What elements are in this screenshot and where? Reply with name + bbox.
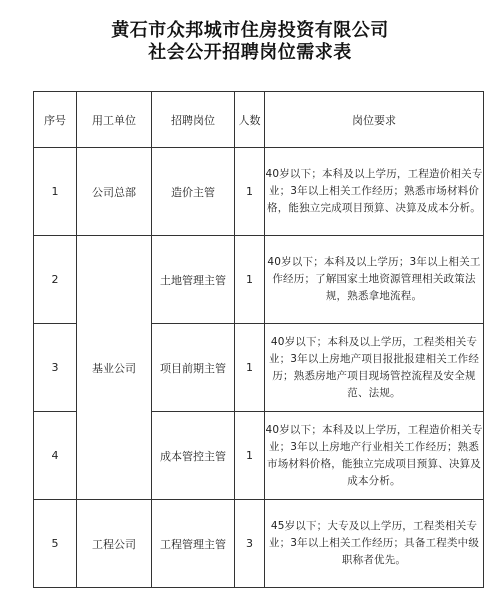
cell-unit: 工程公司: [77, 500, 152, 588]
header-seq: 序号: [34, 92, 77, 148]
table-row: [34, 236, 484, 324]
cell-count: 3: [235, 500, 265, 588]
cell-seq: 4: [34, 412, 77, 500]
cell-seq: 1: [34, 148, 77, 236]
table-header-row: [34, 92, 484, 148]
cell-position: 项目前期主管: [152, 324, 235, 412]
cell-seq: 2: [34, 236, 77, 324]
cell-count: 1: [235, 148, 265, 236]
header-requirements: 岗位要求: [265, 92, 484, 148]
cell-position: 成本管控主管: [152, 412, 235, 500]
header-position: 招聘岗位: [152, 92, 235, 148]
cell-requirements: 40岁以下；本科及以上学历，工程类相关专业；3年以上房地产项目报批报建相关工作经历；熟悉房地产项目现场管控流程及安全规范、法规。: [265, 324, 484, 412]
table-row: [34, 148, 484, 236]
cell-count: 1: [235, 236, 265, 324]
cell-count: 1: [235, 412, 265, 500]
cell-requirements: 45岁以下；大专及以上学历，工程类相关专业；3年以上相关工作经历；具备工程类中级职称者优先。: [265, 500, 484, 588]
cell-requirements: 40岁以下；本科及以上学历，工程造价相关专业；3年以上房地产行业相关工作经历；熟悉市场材料价格，能独立完成项目预算、决算及成本分析。: [265, 412, 484, 500]
cell-seq: 5: [34, 500, 77, 588]
cell-unit: 基业公司: [77, 236, 152, 500]
cell-count: 1: [235, 324, 265, 412]
table-row: [34, 500, 484, 588]
cell-position: 造价主管: [152, 148, 235, 236]
cell-seq: 3: [34, 324, 77, 412]
header-count: 人数: [235, 92, 265, 148]
cell-requirements: 40岁以下；本科及以上学历；3年以上相关工作经历；了解国家土地资源管理相关政策法规，熟悉拿地流程。: [265, 236, 484, 324]
title-line-1: 黄石市众邦城市住房投资有限公司: [111, 20, 389, 41]
title-line-2: 社会公开招聘岗位需求表: [148, 42, 352, 63]
cell-position: 土地管理主管: [152, 236, 235, 324]
recruitment-table: [33, 91, 484, 588]
cell-requirements: 40岁以下；本科及以上学历，工程造价相关专业；3年以上相关工作经历；熟悉市场材料价格，能独立完成项目预算、决算及成本分析。: [265, 148, 484, 236]
cell-unit: 公司总部: [77, 148, 152, 236]
header-unit: 用工单位: [77, 92, 152, 148]
cell-position: 工程管理主管: [152, 500, 235, 588]
document-title: [0, 20, 500, 64]
